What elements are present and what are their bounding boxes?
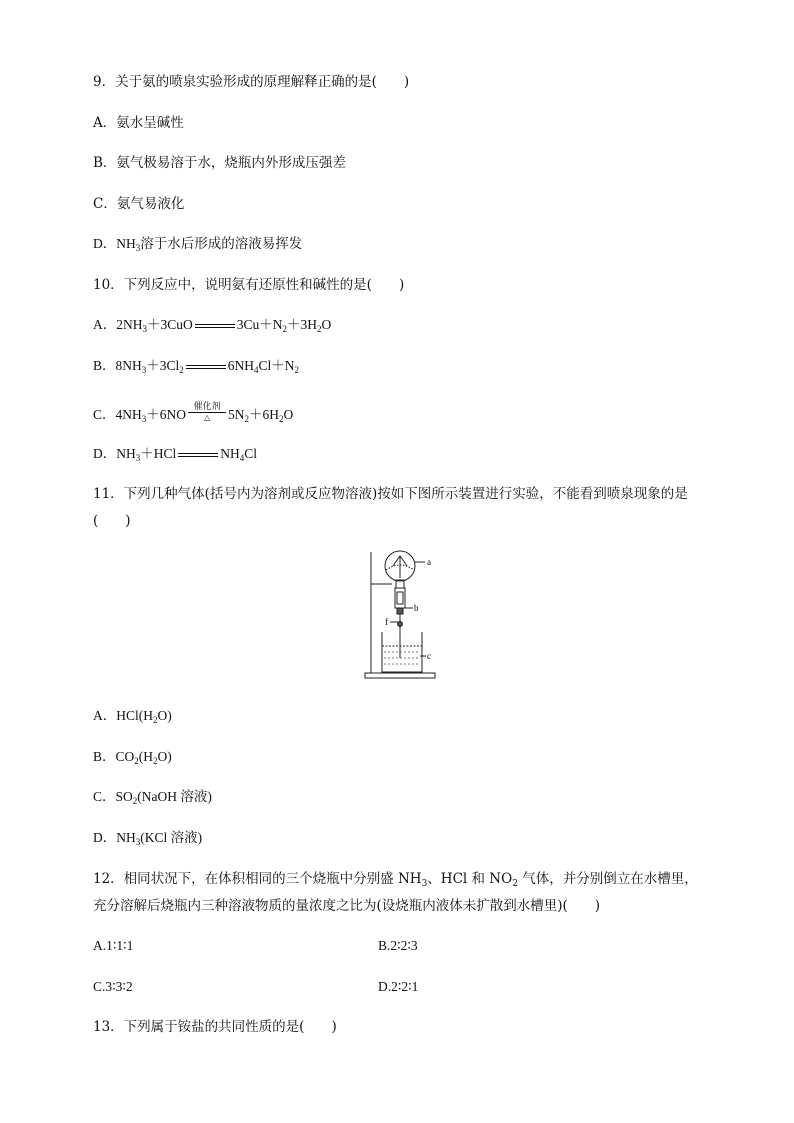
q9-option-c: C．氨气易液化 bbox=[93, 196, 185, 212]
q10-option-a: A．$2NH_3+3CuO$ $3Cu+N_2+3H_2O$ bbox=[93, 317, 332, 334]
q10-option-c: C．$4NH_3+6NO$ 催化剂 △ $5N_2+6H_2O$ bbox=[93, 401, 294, 424]
equals-arrow bbox=[186, 362, 226, 372]
fountain-apparatus-figure bbox=[360, 548, 450, 680]
q11-option-d: D．$NH_3(KCl$ 溶液) bbox=[93, 830, 203, 847]
q9-option-a: A．氨水呈碱性 bbox=[93, 115, 184, 131]
q12-stem-line1: 12．相同状况下，在体积相同的三个烧瓶中分别盛 $NH_3$、HCl 和 $NO_2$ 气体，并分别倒立在水槽里， bbox=[93, 871, 698, 889]
q12-stem-line2: 充分溶解后烧瓶内三种溶液物质的量浓度之比为(设烧瓶内液体未扩散到水槽里)( ) bbox=[93, 898, 601, 914]
q12-option-c: C.3∶3∶2 bbox=[93, 979, 133, 994]
q9-stem: 9．关于氨的喷泉实验形成的原理解释正确的是( ) bbox=[93, 74, 410, 90]
q13-stem: 13．下列属于铵盐的共同性质的是( ) bbox=[93, 1019, 337, 1035]
q9-option-d: D．$NH_3$溶于水后形成的溶液易挥发 bbox=[93, 236, 303, 253]
equals-arrow bbox=[178, 450, 218, 460]
q9-option-b: B．氨气极易溶于水，烧瓶内外形成压强差 bbox=[93, 155, 346, 171]
q12-option-b: B.2∶2∶3 bbox=[378, 938, 418, 953]
q11-option-b: B．$CO_2(H_2O)$ bbox=[93, 749, 172, 766]
q12-option-a: A.1∶1∶1 bbox=[93, 938, 134, 953]
q10-option-d: D．$NH_3+HCl$ $NH_4Cl$ bbox=[93, 446, 258, 463]
q10-option-b: B．$8NH_3+3Cl_2$ $6NH_4Cl+N_2$ bbox=[93, 358, 300, 375]
q12-option-d: D.2∶2∶1 bbox=[378, 979, 419, 994]
label-f: f bbox=[385, 617, 388, 627]
q11-option-c: C．$SO_2(NaOH$ 溶液) bbox=[93, 789, 212, 806]
label-b: b bbox=[414, 603, 419, 613]
reaction-condition-arrow: 催化剂 △ bbox=[188, 401, 226, 423]
label-c: c bbox=[427, 651, 431, 661]
equals-arrow bbox=[195, 321, 235, 331]
q11-stem-line1: 11．下列几种气体(括号内为溶剂或反应物溶液)按如下图所示装置进行实验，不能看到喷泉现象的是 bbox=[93, 486, 688, 502]
q11-stem-line2: ( ) bbox=[93, 513, 131, 529]
label-a: a bbox=[427, 557, 431, 567]
q11-option-a: A．$HCl(H_2O)$ bbox=[93, 708, 172, 725]
q10-stem: 10．下列反应中，说明氨有还原性和碱性的是( ) bbox=[93, 277, 405, 293]
